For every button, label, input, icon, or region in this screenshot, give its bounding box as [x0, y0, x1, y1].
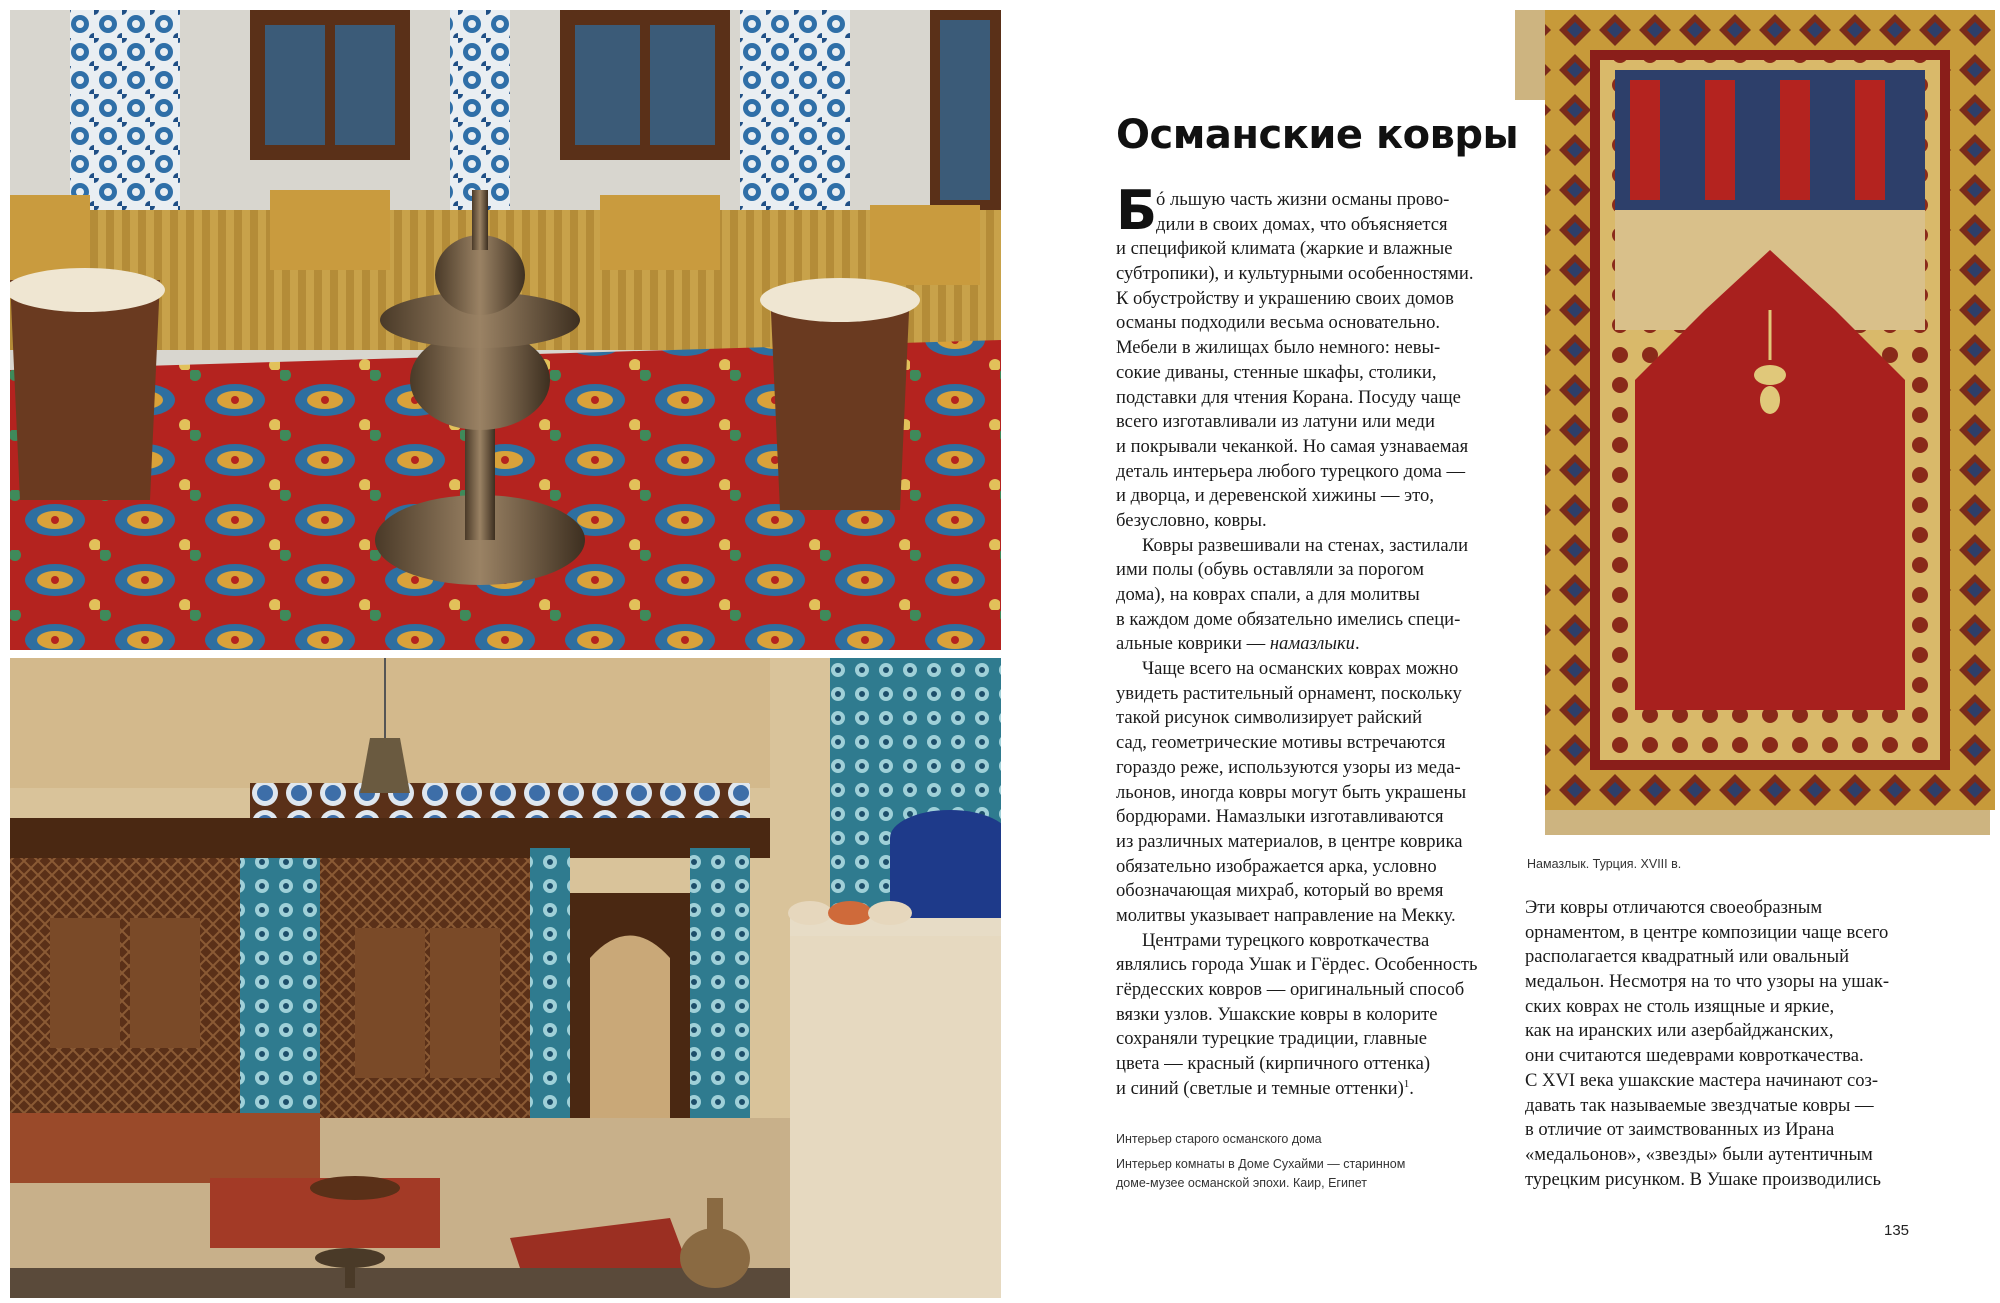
- text-line: ó льшую часть жизни османы прово-: [1156, 189, 1450, 210]
- term-namazlyki: намазлыки: [1269, 633, 1355, 655]
- article-title: Османские ковры: [1116, 112, 1519, 158]
- text-fragment: альные коврики —: [1116, 633, 1270, 655]
- text-line: и спецификой климата (жаркие и влажные: [1116, 238, 1453, 260]
- prayer-rug-photo: [1515, 10, 1995, 835]
- text-line: обозначающая михраб, который во время: [1116, 880, 1444, 902]
- text-line: обязательно изображается арка, условно: [1116, 855, 1437, 877]
- text-line: ими полы (обувь оставляли за порогом: [1116, 559, 1425, 581]
- text-line: Эти ковры отличаются своеобразным: [1525, 897, 1823, 918]
- interior-photo-top-illustration: [10, 10, 1001, 650]
- page-number: 135: [1884, 1222, 1910, 1239]
- text-line: являлись города Ушак и Гёрдес. Особенность: [1116, 954, 1478, 976]
- caption-interior-1: Интерьер старого османского дома: [1116, 1132, 1322, 1146]
- text-line: льонов, иногда ковры могут быть украшены: [1116, 781, 1467, 803]
- text-line: как на иранских или азербайджанских,: [1525, 1020, 1834, 1042]
- caption-prayer-rug: Намазлык. Турция. XVIII в.: [1527, 857, 1682, 871]
- article-body-right: [1525, 896, 1925, 1192]
- text-line: деталь интерьера любого турецкого дома —: [1116, 460, 1466, 482]
- caption-interiors: [1116, 1130, 1456, 1193]
- text-line: всего изготавливали из латуни или меди: [1116, 411, 1435, 433]
- text-line: Центрами турецкого ковроткачества: [1142, 929, 1430, 951]
- text-line: сокие диваны, стенные шкафы, столики,: [1116, 361, 1437, 383]
- interior-photo-top: [10, 10, 1001, 650]
- text-line: османы подходили весьма основательно.: [1116, 312, 1441, 334]
- text-line: безусловно, ковры.: [1116, 509, 1267, 531]
- caption-interior-2-line1: Интерьер комнаты в Доме Сухайми — старинном: [1116, 1157, 1406, 1171]
- interior-photo-bottom-illustration: [10, 658, 1001, 1298]
- article-body-left: [1116, 179, 1501, 1101]
- text-fragment: .: [1354, 633, 1360, 655]
- text-line: медальон. Несмотря на то что узоры на ушак-: [1525, 971, 1890, 993]
- text-line: в каждом доме обязательно имелись специ-: [1116, 608, 1461, 630]
- text-line-with-term: [1116, 632, 1501, 657]
- text-line: С XVI века ушакские мастера начинают соз-: [1525, 1069, 1879, 1091]
- prayer-rug-illustration: [1515, 10, 1995, 835]
- text-line: подставки для чтения Корана. Посуду чаще: [1116, 386, 1461, 408]
- text-fragment: и синий (светлые и темные оттенки): [1116, 1077, 1404, 1099]
- text-line: цвета — красный (кирпичного оттенка): [1116, 1053, 1431, 1075]
- text-line: Чаще всего на османских коврах можно: [1142, 658, 1459, 680]
- text-line: К обустройству и украшению своих домов: [1116, 287, 1454, 309]
- text-line: давать так называемые звездчатые ковры —: [1525, 1094, 1874, 1116]
- dropcap-letter: Б: [1116, 179, 1158, 242]
- text-line: из различных материалов, в центре коврика: [1116, 830, 1463, 852]
- caption-interior-2-line2: доме-музее османской эпохи. Каир, Египет: [1116, 1176, 1367, 1190]
- text-line: гораздо реже, используются узоры из меда-: [1116, 756, 1461, 778]
- footnote-marker: 1: [1403, 1077, 1410, 1090]
- text-line: турецким рисунком. В Ушаке производились: [1525, 1168, 1881, 1190]
- text-line: и дворца, и деревенской хижины — это,: [1116, 485, 1434, 507]
- text-line: субтропики), и культурными особенностями.: [1116, 263, 1474, 285]
- text-line: Ковры развешивали на стенах, застилали: [1142, 534, 1469, 556]
- text-line: увидеть растительный орнамент, поскольку: [1116, 682, 1462, 704]
- text-line: ских коврах не столь изящные и яркие,: [1525, 995, 1835, 1017]
- text-line-with-footnote: и синий (светлые и темные оттенки)$^1$.: [1116, 1077, 1414, 1099]
- text-line: сохраняли турецкие традиции, главные: [1116, 1028, 1428, 1050]
- text-line: «медальонов», «звезды» были аутентичным: [1525, 1143, 1873, 1165]
- text-line: бордюрами. Намазлыки изготавливаются: [1116, 806, 1444, 828]
- text-line: они считаются шедеврами ковроткачества.: [1525, 1045, 1864, 1067]
- text-line: и покрывали чеканкой. Но самая узнаваемая: [1116, 435, 1469, 457]
- text-line: такой рисунок символизирует райский: [1116, 707, 1423, 729]
- text-line: дома), на коврах спали, а для молитвы: [1116, 584, 1420, 605]
- text-line: Мебели в жилищах было немного: невы-: [1116, 337, 1441, 359]
- text-line: гёрдесских ковров — оригинальный способ: [1116, 979, 1465, 1000]
- text-line: дили в своих домах, что объясняется: [1156, 213, 1448, 235]
- text-line: располагается квадратный или овальный: [1525, 946, 1850, 968]
- text-line: орнаментом, в центре композиции чаще всего: [1525, 921, 1889, 943]
- text-line: в отличие от заимствованных из Ирана: [1525, 1119, 1835, 1141]
- text-line: сад, геометрические мотивы встречаются: [1116, 732, 1446, 754]
- text-line: вязки узлов. Ушакские ковры в колорите: [1116, 1003, 1438, 1025]
- interior-photo-bottom: [10, 658, 1001, 1298]
- text-line: молитвы указывает направление на Мекку.: [1116, 904, 1456, 926]
